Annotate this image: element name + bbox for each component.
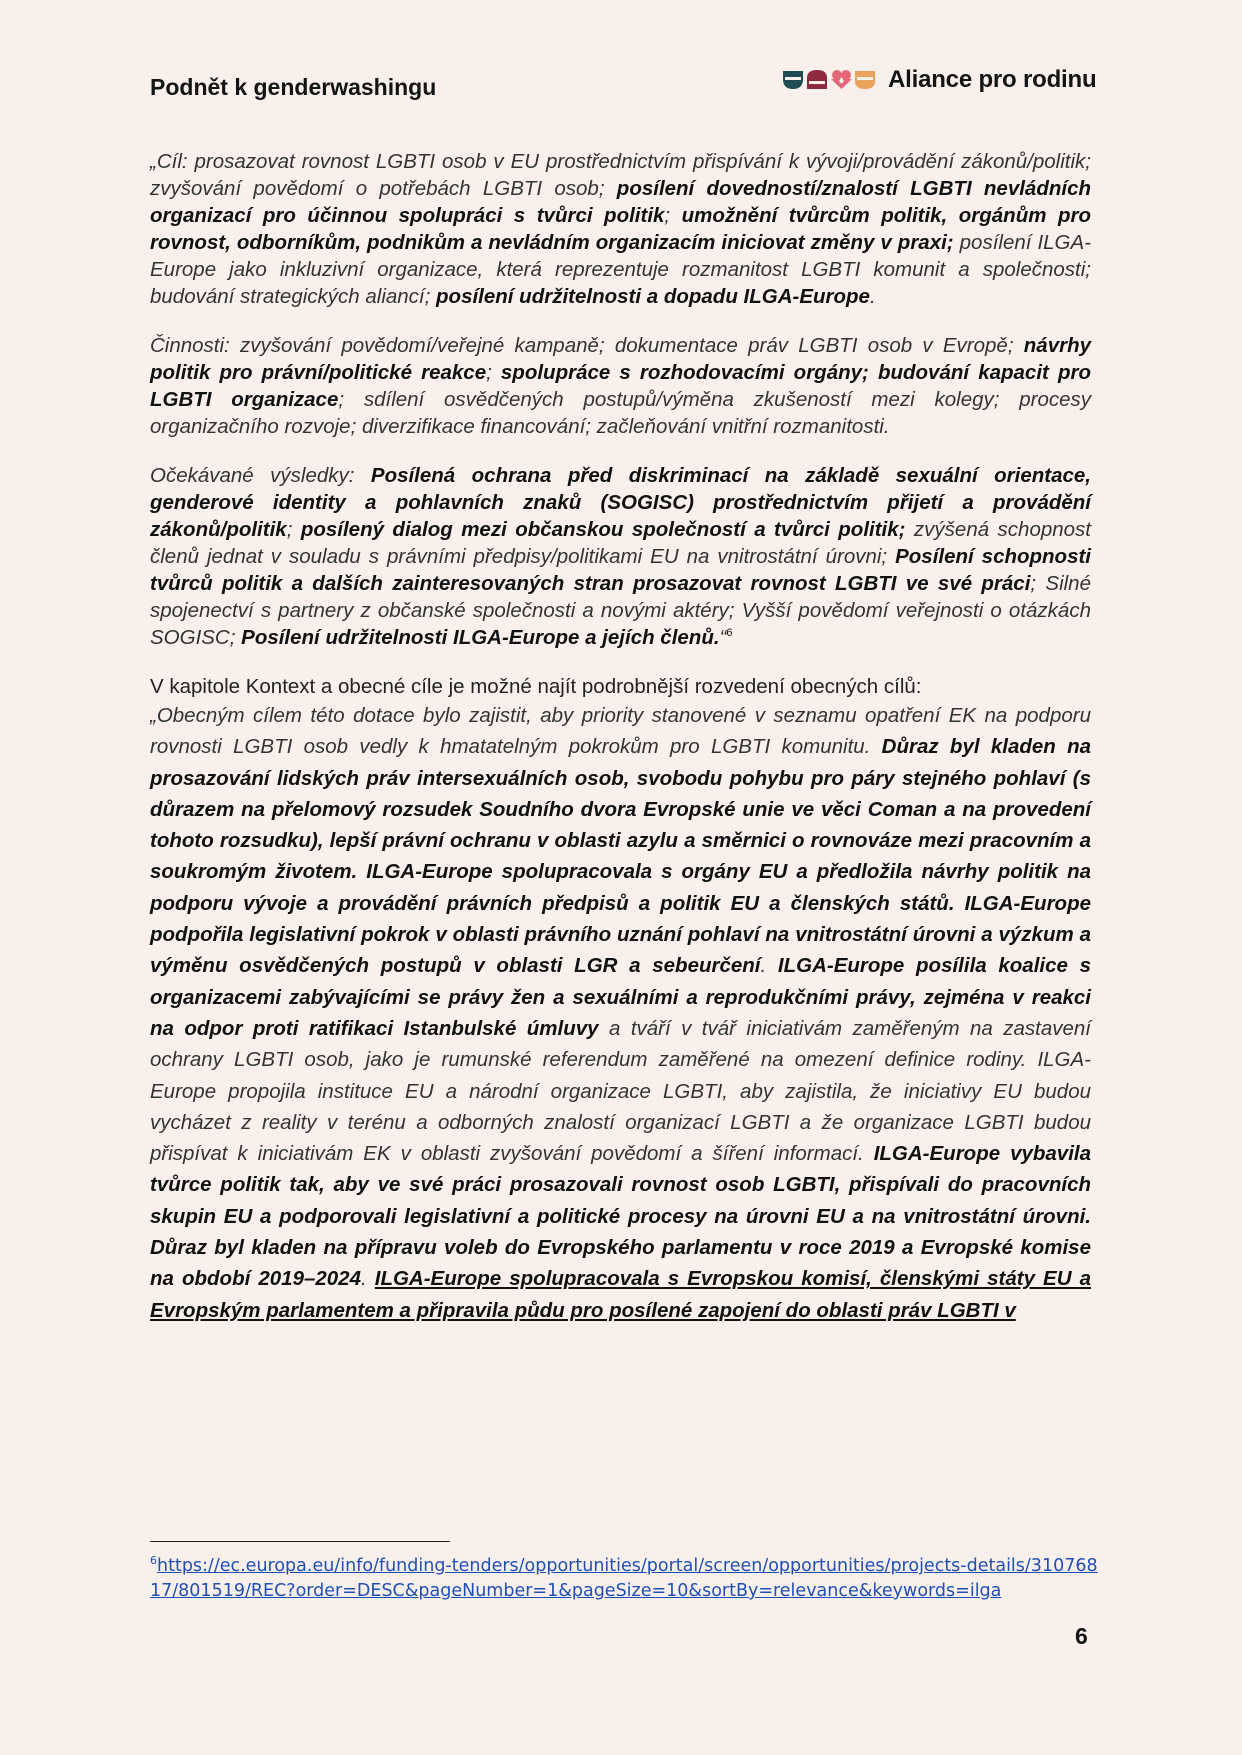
paragraph-goals <box>150 148 1091 310</box>
text-span: ; <box>286 518 301 541</box>
text-span: . <box>760 954 778 978</box>
footnote-reference[interactable]: 6 <box>726 627 733 640</box>
context-quote <box>150 704 1091 1322</box>
paragraph-activities <box>150 332 1091 440</box>
intro-text: V kapitole Kontext a obecné cíle je možné najít podrobnější rozvedení obecných cílů: <box>150 675 922 698</box>
text-span: a tváří v tvář iniciativám zaměřeným na zastavení ochrany LGBTI osob, jako je rumunské referendum zaměřené na omezení definice rodiny. ILGA-Europe propojila instituce EU a národní organizace LGBTI, aby zajistila, že iniciativy EU budou vycházet z reality v terénu a odborných znalostí organizací LGBTI a že organizace LGBTI budou přispívat k iniciativám EK v oblasti zvyšování povědomí a šíření informací. <box>150 1016 1091 1166</box>
underlined-bold-span: ILGA-Europe spolupracovala s Evropskou komisí, členskými státy EU a Evropským parlamentem a připravila půdu pro posílené zapojení do oblasti práv LGBTI v <box>150 1267 1091 1322</box>
bold-span: spolupráce s rozhodovacími orgány; budování kapacit pro LGBTI organizace <box>150 361 1091 411</box>
text-span: posílení ILGA-Europe jako inkluzivní organizace, která reprezentuje rozmanitost LGBTI komunit a společnosti; budování strategických aliancí; <box>150 231 1092 308</box>
text-span: ; sdílení osvědčených postupů/výměna zkušeností mezi kolegy; procesy organizačního rozvoje; diverzifikace financování; začleňování vnitřní rozmanitosti. <box>150 388 1092 438</box>
bold-span: ILGA-Europe vybavila tvůrce politik tak, aby ve své práci prosazovali rovnost osob LGBTI, přispívali do pracovních skupin EU a podporovali legislativní a politické procesy na úrovni EU a na vnitrostátní úrovni. Důraz byl kladen na přípravu voleb do Evropského parlamentu v roce 2019 a Evropské komise na období 2019–2024 <box>150 1142 1091 1291</box>
text-span: zvýšená schopnost členů jednat v souladu s právními předpisy/politikami EU na vnitrostátní úrovni; <box>150 518 1091 568</box>
bold-span: Posílení udržitelnosti ILGA-Europe a jejích členů. <box>241 626 720 649</box>
bold-span: posílení dovedností/znalostí LGBTI nevládních organizací pro účinnou spolupráci s tvůrci politik <box>150 177 1091 227</box>
bold-span: posílený dialog mezi občanskou společností a tvůrci politik; <box>300 518 906 541</box>
bold-span: Důraz byl kladen na prosazování lidských práv intersexuálních osob, svobodu pohybu pro páry stejného pohlaví (s důrazem na přelomový rozsudek Soudního dvora Evropské unie ve věci Coman a na provedení tohoto rozsudku), lepší právní ochranu v oblasti azylu a směrnici o rovnováze mezi pracovním a soukromým životem. ILGA-Europe spolupracovala s orgány EU a předložila návrhy politik na podporu vývoje a provádění právních předpisů a politik EU a členských států. ILGA-Europe podpořila legislativní pokrok v oblasti právního uznání pohlaví na vnitrostátní úrovni a výzkum a výměnu osvědčených postupů v oblasti LGR a sebeurčení <box>150 735 1092 978</box>
text-span: ; <box>664 204 682 227</box>
paragraph-context <box>150 673 1091 1326</box>
text-span: ; <box>486 361 501 384</box>
text-span: Činnosti: zvyšování povědomí/veřejné kampaně; dokumentace práv LGBTI osob v Evropě; <box>150 334 1024 357</box>
bold-span: návrhy politik pro právní/politické reakce <box>150 334 1091 384</box>
text-span: ; Silné spojenectví s partnery z občanské společnosti a novými aktéry; Vyšší povědomí veřejnosti o otázkách SOGISC; <box>150 572 1091 649</box>
footnote <box>150 1554 1100 1604</box>
bold-span: umožnění tvůrcům politik, orgánům pro rovnost, odborníkům, podnikům a nevládním organizacím iniciovat změny v praxi; <box>150 204 1091 254</box>
footnote-divider <box>150 1541 450 1542</box>
text-span: . <box>360 1267 375 1291</box>
logo-mark-icon <box>782 68 876 92</box>
logo-text: Aliance pro rodinu <box>888 66 1097 93</box>
footnote-link[interactable]: https://ec.europa.eu/info/funding-tenders/opportunities/portal/screen/opportunities/projects-details/31076817/801519/REC?order=DESC&pageNumber=1&pageSize=10&sortBy=relevance&keywords=ilga <box>150 1556 1098 1601</box>
text-span: „Obecným cílem této dotace bylo zajistit, aby priority stanovené v seznamu opatření EK na podporu rovnosti LGBTI osob vedly k hmatatelným pokrokům pro LGBTI komunitu. <box>150 704 1091 759</box>
bold-span: ILGA-Europe posílila koalice s organizacemi zabývajícími se právy žen a sexuálními a reprodukčními právy, zejména v reakci na odpor proti ratifikaci Istanbulské úmluvy <box>150 954 1091 1040</box>
document-body <box>150 148 1091 1326</box>
document-title: Podnět k genderwashingu <box>150 74 437 100</box>
paragraph-expected-results <box>150 462 1091 651</box>
text-span: . <box>869 285 876 308</box>
page-number: 6 <box>1075 1623 1088 1649</box>
text-span: “ <box>719 626 727 649</box>
logo <box>782 66 1096 94</box>
bold-span: Posílení schopnosti tvůrců politik a dalších zainteresovaných stran prosazovat rovnost LGBTI ve své práci <box>150 545 1092 595</box>
text-span: „Cíl: prosazovat rovnost LGBTI osob v EU prostřednictvím přispívání k vývoji/provádění zákonů/politik; zvyšování povědomí o potřebách LGBTI osob; <box>150 150 1091 200</box>
text-span: Očekávané výsledky: <box>150 464 371 487</box>
bold-span: posílení udržitelnosti a dopadu ILGA-Europe <box>436 285 870 308</box>
footnote-number: 6 <box>150 1554 157 1568</box>
bold-span: Posílená ochrana před diskriminací na základě sexuální orientace, genderové identity a pohlavních znaků (SOGISC) prostřednictvím přijetí a provádění zákonů/politik <box>150 464 1091 541</box>
